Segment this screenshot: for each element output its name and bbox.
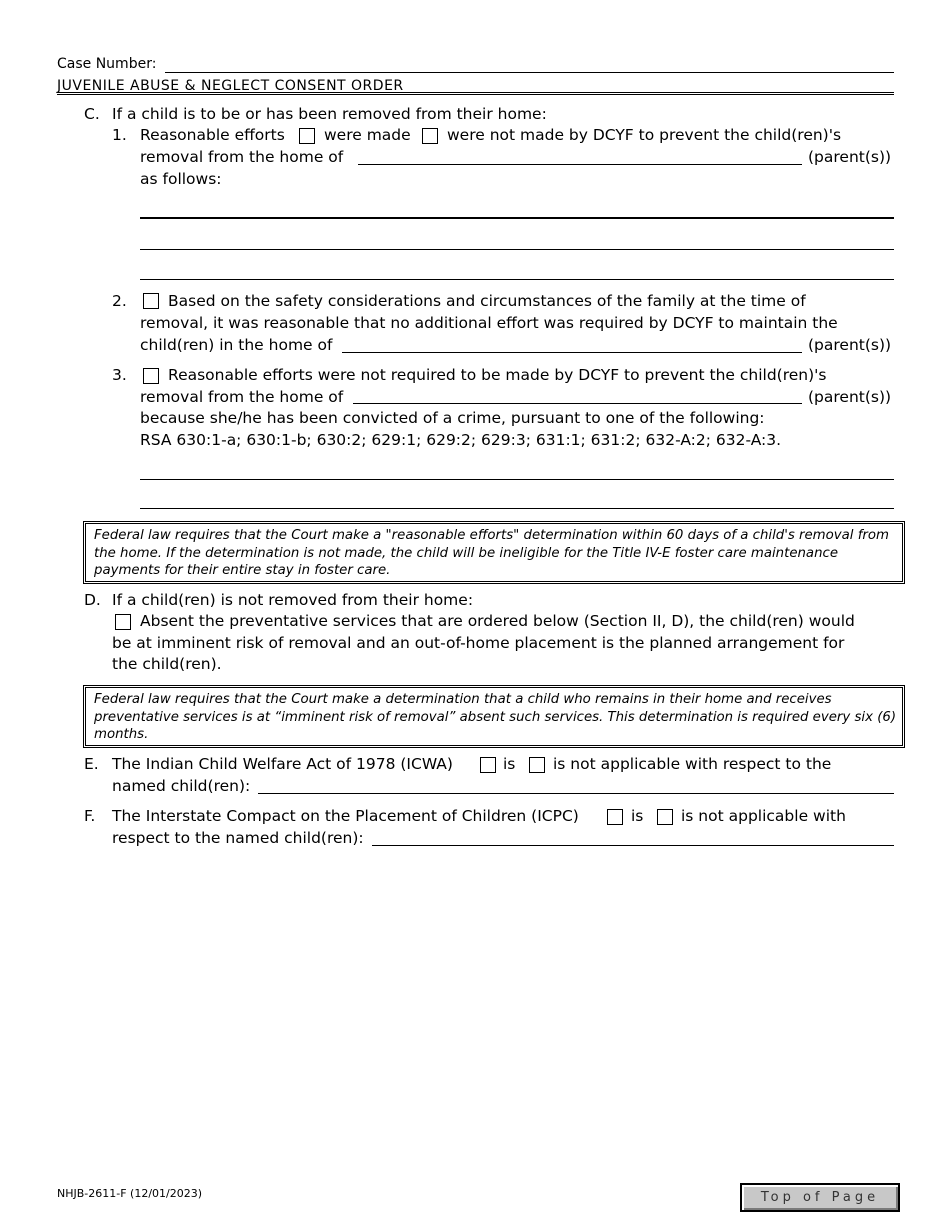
note-c-line-2: the home. If the determination is not made, the child will be ineligible for the Title IV-E foster care maintenance — [94, 545, 839, 561]
icwa-is-checkbox[interactable] — [480, 757, 496, 773]
item-3-explanation-line-2[interactable] — [140, 508, 894, 509]
icpc-is-checkbox[interactable] — [607, 809, 623, 825]
section-f-letter: F. — [84, 807, 96, 825]
header-divider-2 — [57, 94, 894, 95]
case-number-input[interactable] — [165, 72, 894, 73]
section-d-heading: If a child(ren) is not removed from their home: — [112, 591, 474, 609]
note-c-line-3: payments for their entire stay in foster care. — [94, 563, 391, 578]
icwa-children-input[interactable] — [258, 793, 894, 794]
item-1-text-b: were made — [324, 126, 411, 144]
item-2-number: 2. — [112, 292, 127, 310]
section-d-letter: D. — [84, 591, 101, 609]
form-title: JUVENILE ABUSE & NEGLECT CONSENT ORDER — [57, 78, 404, 94]
efforts-made-checkbox[interactable] — [299, 128, 315, 144]
item-3-number: 3. — [112, 366, 127, 384]
item-2-parents-label: (parent(s)) — [808, 336, 892, 354]
section-d-line-1: Absent the preventative services that are ordered below (Section II, D), the child(ren) would — [140, 612, 855, 630]
section-e-line-2: named child(ren): — [112, 777, 251, 795]
section-e-text-a: The Indian Child Welfare Act of 1978 (ICWA) — [112, 755, 453, 773]
item-2-checkbox[interactable] — [143, 293, 159, 309]
item-3-checkbox[interactable] — [143, 368, 159, 384]
section-e-text-c: is not applicable with respect to the — [553, 755, 832, 773]
item-3-line-2: removal from the home of — [140, 388, 344, 406]
item-1-parents-input[interactable] — [358, 164, 802, 165]
section-f-text-a: The Interstate Compact on the Placement of Children (ICPC) — [112, 807, 579, 825]
reasonable-efforts-note — [83, 521, 905, 584]
note-c-line-1: Federal law requires that the Court make a "reasonable efforts" determination within 60 days of a child's removal from — [94, 528, 889, 543]
item-3-line-4: RSA 630:1-a; 630:1-b; 630:2; 629:1; 629:2; 629:3; 631:1; 631:2; 632-A:2; 632-A:3. — [140, 431, 782, 449]
item-2-line-1: Based on the safety considerations and circumstances of the family at the time of — [168, 292, 806, 310]
case-number-label: Case Number: — [57, 56, 157, 72]
item-3-explanation-line-1[interactable] — [140, 479, 894, 480]
item-2-parents-input[interactable] — [342, 352, 802, 353]
item-1-explanation-line-3[interactable] — [140, 279, 894, 280]
note-d-line-3: months. — [94, 727, 149, 742]
item-3-parents-label: (parent(s)) — [808, 388, 892, 406]
icpc-children-input[interactable] — [372, 845, 894, 846]
section-f-text-b: is — [631, 807, 644, 825]
section-e-letter: E. — [84, 755, 99, 773]
item-1-number: 1. — [112, 126, 127, 144]
header-divider — [57, 92, 894, 93]
item-1-explanation-line-2[interactable] — [140, 249, 894, 250]
item-2-line-2: removal, it was reasonable that no additional effort was required by DCYF to maintain the — [140, 314, 838, 332]
note-d-line-2: preventative services is at “imminent risk of removal” absent such services. This determination is required every six (6) — [94, 709, 897, 725]
item-1-explanation-line-1[interactable] — [140, 217, 894, 219]
section-f-text-c: is not applicable with — [681, 807, 846, 825]
item-3-line-3: because she/he has been convicted of a crime, pursuant to one of the following: — [140, 409, 765, 427]
imminent-risk-note — [83, 685, 905, 748]
item-1-parents-label: (parent(s)) — [808, 148, 892, 166]
item-1-line-2: removal from the home of — [140, 148, 344, 166]
item-1-line-3: as follows: — [140, 170, 222, 188]
section-e-text-b: is — [503, 755, 516, 773]
item-1-text-a: Reasonable efforts — [140, 126, 285, 144]
item-3-parents-input[interactable] — [353, 403, 802, 404]
top-of-page-button[interactable]: Top of Page — [740, 1183, 900, 1212]
note-d-line-1: Federal law requires that the Court make a determination that a child who remains in their home and receives — [94, 692, 832, 707]
section-d-line-2: be at imminent risk of removal and an out-of-home placement is the planned arrangement for — [112, 634, 845, 652]
icpc-is-not-checkbox[interactable] — [657, 809, 673, 825]
efforts-not-made-checkbox[interactable] — [422, 128, 438, 144]
item-3-line-1: Reasonable efforts were not required to be made by DCYF to prevent the child(ren)'s — [168, 366, 827, 384]
item-2-line-3: child(ren) in the home of — [140, 336, 333, 354]
imminent-risk-checkbox[interactable] — [115, 614, 131, 630]
section-c-letter: C. — [84, 105, 100, 123]
section-d-line-3: the child(ren). — [112, 655, 222, 673]
icwa-is-not-checkbox[interactable] — [529, 757, 545, 773]
section-c-heading: If a child is to be or has been removed from their home: — [112, 105, 547, 123]
form-code: NHJB-2611-F (12/01/2023) — [57, 1187, 203, 1200]
section-f-line-2: respect to the named child(ren): — [112, 829, 364, 847]
item-1-text-c: were not made by DCYF to prevent the child(ren)'s — [447, 126, 842, 144]
